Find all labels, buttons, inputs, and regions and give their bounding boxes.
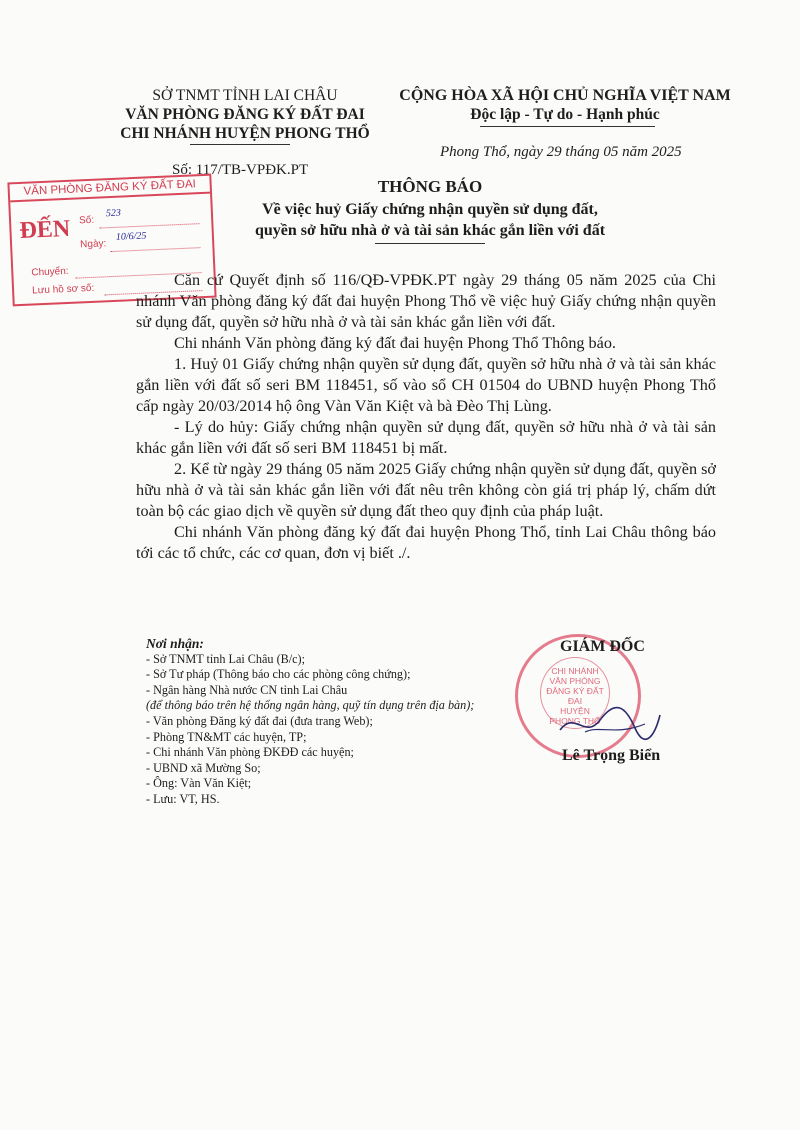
recipient-item: - Ông: Vàn Văn Kiệt; <box>146 776 252 791</box>
recipient-item: - Lưu: VT, HS. <box>146 791 220 806</box>
handwritten-signature <box>555 700 665 745</box>
recipient-item: - Chi nhánh Văn phòng ĐKĐĐ các huyện; <box>146 745 354 760</box>
document-number: Số: 117/TB-VPĐK.PT <box>172 162 309 178</box>
recipient-item: - Ngân hàng Nhà nước CN tỉnh Lai Châu <box>146 682 348 697</box>
subtitle-line-1: Về việc huỷ Giấy chứng nhận quyền sử dụng đất, <box>262 201 598 218</box>
recipients-label: Nơi nhận: <box>146 636 204 651</box>
recipient-item: - Sở Tư pháp (Thông báo cho các phòng công chứng); <box>146 667 411 682</box>
subtitle-line-2: quyền sở hữu nhà ở và tài sản khác gắn liền với đất <box>254 222 606 239</box>
place-date: Phong Thổ, ngày 29 tháng 05 năm 2025 <box>440 144 682 160</box>
recipients-block <box>146 636 476 808</box>
issuer-line-1: SỞ TNMT TỈNH LAI CHÂU <box>152 87 338 104</box>
body-paragraph: 1. Huỷ 01 Giấy chứng nhận quyền sử dụng đất, quyền sở hữu nhà ở và tài sản khác gắn liền với đất số seri BM 118451, số vào sổ CH 01504 do UBND huyện Phong Thổ cấp ngày 20/03/2014 hộ ông Vàn Văn Kiệt và bà Đèo Thị Lùng. <box>136 355 716 415</box>
stamp-title: VĂN PHÒNG ĐĂNG KÝ ĐẤT ĐAI <box>9 176 210 203</box>
issuer-line-2: VĂN PHÒNG ĐĂNG KÝ ĐẤT ĐAI <box>125 106 365 123</box>
seal-text: HUYỆN <box>560 706 590 716</box>
issuer-block <box>80 86 410 143</box>
stamp-ngay-value: 10/6/25 <box>115 230 147 243</box>
notice-subtitle <box>200 199 660 241</box>
recipient-item: (để thông báo trên hệ thống ngân hàng, quỹ tín dụng trên địa bàn); <box>146 698 475 713</box>
body-paragraph: Chi nhánh Văn phòng đăng ký đất đai huyện Phong Thổ, tỉnh Lai Châu thông báo tới các tổ chức, các cơ quan, đơn vị biết ./. <box>136 523 716 562</box>
seal-text: VĂN PHÒNG <box>549 676 601 686</box>
issuer-underline <box>190 144 290 145</box>
body-paragraph: Căn cứ Quyết định số 116/QĐ-VPĐK.PT ngày 29 tháng 05 năm 2025 của Chi nhánh Văn phòng đăng ký đất đai huyện Phong Thổ về việc huỷ Giấy chứng nhận quyền sử dụng đất, quyền sở hữu nhà ở và tài sản khác gắn liền với đất. <box>136 271 716 331</box>
notice-title: THÔNG BÁO <box>377 177 483 196</box>
recipient-item: - Văn phòng Đăng ký đất đai (đưa trang Web); <box>146 713 373 728</box>
national-motto-block <box>395 86 735 124</box>
stamp-so-value: 523 <box>105 207 122 220</box>
stamp-chuyen-label: Chuyển: <box>31 265 69 279</box>
body-paragraph: - Lý do hủy: Giấy chứng nhận quyền sử dụng đất, quyền sở hữu nhà ở và tài sản khác gắn liền với đất số seri BM 118451 bị mất. <box>136 418 716 457</box>
stamp-so-label: Số: <box>78 214 95 227</box>
recipient-item: - Phòng TN&MT các huyện, TP; <box>146 729 307 744</box>
stamp-den-label: ĐẾN <box>18 215 71 245</box>
subtitle-underline <box>375 243 485 244</box>
recipient-item: - Sở TNMT tỉnh Lai Châu (B/c); <box>146 651 306 666</box>
notice-body <box>136 270 716 564</box>
stamp-luu-label: Lưu hồ sơ số: <box>31 282 95 297</box>
stamp-ngay-label: Ngày: <box>79 238 107 251</box>
seal-text: PHONG THỔ <box>549 716 601 726</box>
seal-text: ĐĂNG KÝ ĐẤT ĐAI <box>546 686 604 706</box>
seal-text: CHI NHÁNH <box>551 666 599 676</box>
motto: Độc lập - Tự do - Hạnh phúc <box>470 106 660 123</box>
signer-name: Lê Trọng Biển <box>562 747 661 764</box>
motto-underline <box>480 126 655 127</box>
body-paragraph: Chi nhánh Văn phòng đăng ký đất đai huyện Phong Thổ Thông báo. <box>174 334 616 352</box>
country-name: CỘNG HÒA XÃ HỘI CHỦ NGHĨA VIỆT NAM <box>399 87 731 104</box>
recipient-item: - UBND xã Mường So; <box>146 760 261 775</box>
signer-title: GIÁM ĐỐC <box>560 638 645 655</box>
body-paragraph: 2. Kể từ ngày 29 tháng 05 năm 2025 Giấy chứng nhận quyền sử dụng đất, quyền sở hữu nhà ở và tài sản khác gắn liền với đất nêu trên không còn giá trị pháp lý, chấm dứt toàn bộ các giao dịch về quyền sử dụng đất theo quy định của pháp luật. <box>136 460 716 520</box>
issuer-line-3: CHI NHÁNH HUYỆN PHONG THỔ <box>120 125 370 142</box>
